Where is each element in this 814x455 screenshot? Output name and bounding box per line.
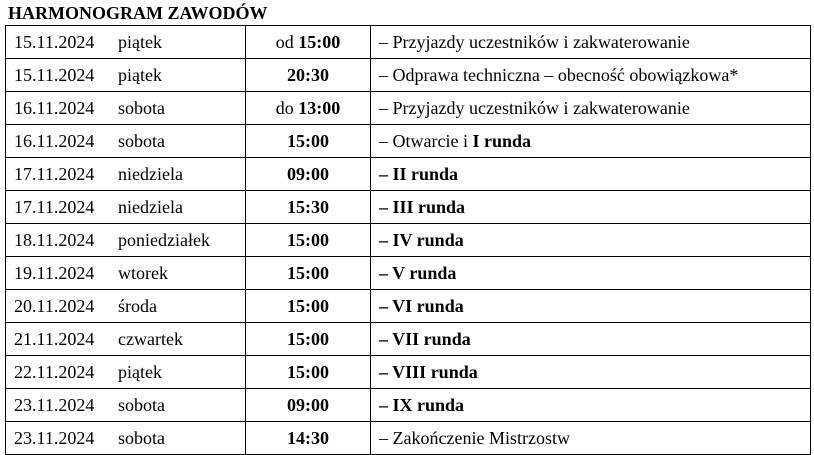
weekday-text: poniedziałek [118,229,210,250]
time-text: 09:00 [287,163,329,184]
weekday-text: niedziela [118,196,183,217]
schedule-row [6,92,811,125]
time-cell [246,356,371,389]
schedule-row [6,59,811,92]
time-text: 15:00 [287,130,329,151]
round-label: – IV runda [379,229,464,250]
description-cell [371,26,811,59]
time-cell [246,323,371,356]
date-cell [6,224,246,257]
date-text: 15.11.2024 [14,64,95,85]
schedule-row [6,323,811,356]
schedule-row [6,257,811,290]
time-cell [246,92,371,125]
date-text: 20.11.2024 [14,295,95,316]
time-cell [246,257,371,290]
time-text: 15:00 [287,229,329,250]
time-text: 09:00 [287,394,329,415]
weekday-text: sobota [118,97,165,118]
schedule-table-body [6,26,811,455]
description-text: – Przyjazdy uczestników i zakwaterowanie [379,31,690,52]
date-cell [6,59,246,92]
date-cell [6,158,246,191]
description-cell [371,92,811,125]
date-text: 17.11.2024 [14,196,95,217]
description-cell [371,257,811,290]
date-cell [6,257,246,290]
time-text: 20:30 [287,64,329,85]
round-label: – IX runda [379,394,465,415]
round-label: – II runda [379,163,459,184]
date-cell [6,356,246,389]
date-cell [6,125,246,158]
date-cell [6,290,246,323]
date-text: 16.11.2024 [14,130,95,151]
weekday-text: sobota [118,130,165,151]
description-text: – Przyjazdy uczestników i zakwaterowanie [379,97,690,118]
time-prefix: do [275,97,299,118]
description-cell [371,191,811,224]
schedule-row [6,26,811,59]
weekday-text: niedziela [118,163,183,184]
weekday-text: piątek [118,64,162,85]
schedule-row [6,224,811,257]
round-label: – V runda [379,262,457,283]
round-label: – VIII runda [379,361,478,382]
time-cell [246,158,371,191]
time-cell [246,290,371,323]
date-cell [6,26,246,59]
time-text: 15:00 [287,295,329,316]
schedule-row [6,191,811,224]
time-text: 15:00 [298,31,341,52]
date-cell [6,389,246,422]
description-text: – Zakończenie Mistrzostw [379,427,570,448]
schedule-row [6,389,811,422]
time-cell [246,59,371,92]
description-cell [371,224,811,257]
time-text: 14:30 [287,427,329,448]
round-label: – VI runda [379,295,464,316]
description-cell [371,422,811,455]
weekday-text: środa [118,295,157,316]
description-cell [371,158,811,191]
description-text: – Odprawa techniczna – obecność obowiązkowa* [379,64,739,85]
time-cell [246,26,371,59]
time-cell [246,422,371,455]
time-text: 13:00 [298,97,341,118]
time-prefix: od [275,31,299,52]
description-cell [371,290,811,323]
time-cell [246,389,371,422]
weekday-text: sobota [118,427,165,448]
date-text: 21.11.2024 [14,328,95,349]
weekday-text: sobota [118,394,165,415]
description-cell [371,323,811,356]
time-text: 15:00 [287,262,329,283]
schedule-table [5,25,811,455]
round-label: I runda [472,130,531,151]
date-text: 18.11.2024 [14,229,95,250]
date-text: 19.11.2024 [14,262,95,283]
schedule-row [6,422,811,455]
description-cell [371,389,811,422]
time-text: 15:00 [287,361,329,382]
weekday-text: czwartek [118,328,183,349]
time-cell [246,224,371,257]
date-text: 22.11.2024 [14,361,95,382]
date-text: 16.11.2024 [14,97,95,118]
round-label: – III runda [379,196,466,217]
schedule-row [6,125,811,158]
date-cell [6,323,246,356]
description-cell [371,356,811,389]
description-cell [371,125,811,158]
time-text: 15:30 [287,196,329,217]
schedule-row [6,356,811,389]
description-text: – Otwarcie i [379,130,473,151]
date-text: 17.11.2024 [14,163,95,184]
date-cell [6,191,246,224]
date-text: 23.11.2024 [14,427,95,448]
date-text: 15.11.2024 [14,31,95,52]
time-text: 15:00 [287,328,329,349]
round-label: – VII runda [379,328,471,349]
description-cell [371,59,811,92]
schedule-row [6,158,811,191]
schedule-row [6,290,811,323]
weekday-text: piątek [118,31,162,52]
weekday-text: wtorek [118,262,168,283]
date-cell [6,92,246,125]
date-cell [6,422,246,455]
date-text: 23.11.2024 [14,394,95,415]
schedule-title: HARMONOGRAM ZAWODÓW [8,3,268,23]
weekday-text: piątek [118,361,162,382]
time-cell [246,125,371,158]
time-cell [246,191,371,224]
